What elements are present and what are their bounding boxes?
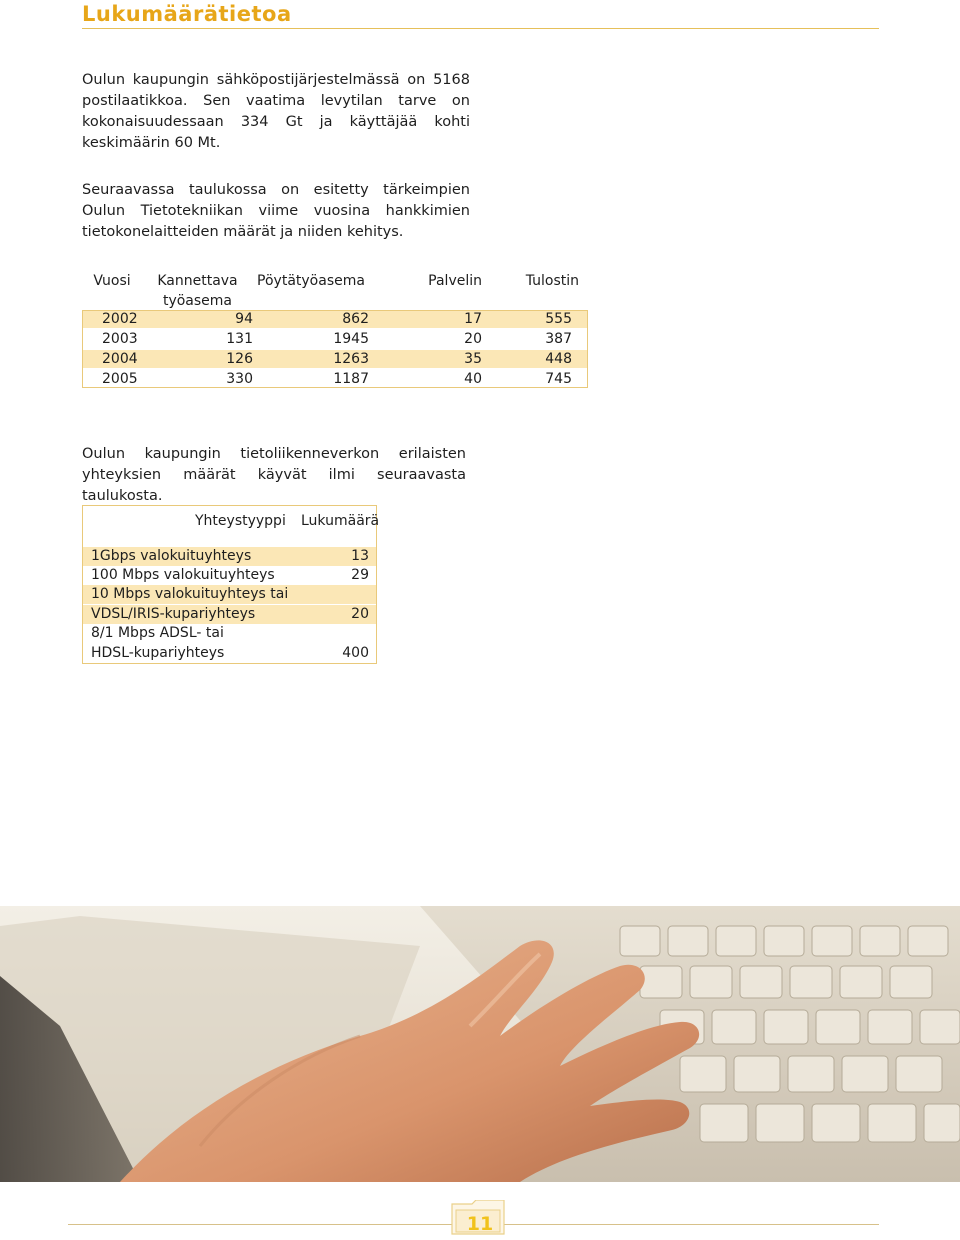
connections-table xyxy=(82,505,380,664)
cell-year: 2005 xyxy=(102,371,138,387)
page-number-badge xyxy=(450,1200,506,1236)
table-row xyxy=(83,585,376,604)
col-header-year: Vuosi xyxy=(93,273,131,289)
connections-intro-paragraph: Oulun kaupungin tietoliikenneverkon erilaisten yhteyksien määrät käyvät ilmi seuraavasta taulukosta. xyxy=(82,446,466,504)
cell-server: 20 xyxy=(464,331,482,347)
top-divider xyxy=(82,28,879,29)
photo-illustration xyxy=(0,906,960,1182)
connection-label: VDSL/IRIS-kupariyhteys xyxy=(91,606,256,622)
cell-printer: 448 xyxy=(545,351,572,367)
devices-table xyxy=(82,268,588,390)
connection-label: 100 Mbps valokuituyhteys xyxy=(91,567,275,583)
intro-paragraph: Oulun kaupungin sähköpostijärjestelmässä on 5168 postilaatikkoa. Sen vaatima levytilan tarve on kokonaisuudessaan 334 Gt ja käyttäjää kohti keskimäärin 60 Mt. xyxy=(82,72,470,151)
cell-desktop: 1187 xyxy=(333,371,369,387)
col-header-laptop: Kannettava työasema xyxy=(157,273,238,309)
cell-laptop: 94 xyxy=(235,311,253,327)
cell-laptop: 131 xyxy=(226,331,253,347)
cell-server: 17 xyxy=(464,311,482,327)
cell-desktop: 862 xyxy=(342,311,369,327)
col-header-desktop: Pöytätyöasema xyxy=(257,273,365,289)
devices-intro-paragraph: Seuraavassa taulukossa on esitetty tärkeimpien Oulun Tietotekniikan viime vuosina hankkimien tietokonelaitteiden määrät ja niiden kehitys. xyxy=(82,182,470,240)
table-row xyxy=(83,547,376,566)
connection-count: 400 xyxy=(342,645,369,661)
col-header-printer: Tulostin xyxy=(525,273,579,289)
cell-server: 35 xyxy=(464,351,482,367)
col-header-count: Lukumäärä xyxy=(301,513,380,529)
hands-on-keyboard-photo xyxy=(0,906,960,1182)
page-number: 11 xyxy=(466,1213,494,1235)
table-row xyxy=(83,644,376,663)
table-row xyxy=(82,370,588,388)
connection-label: 1Gbps valokuituyhteys xyxy=(91,548,252,564)
cell-printer: 387 xyxy=(545,331,572,347)
cell-year: 2004 xyxy=(102,351,138,367)
cell-year: 2002 xyxy=(102,311,138,327)
table-row xyxy=(83,605,376,624)
connection-count: 13 xyxy=(351,548,369,564)
cell-printer: 745 xyxy=(545,371,572,387)
cell-desktop: 1945 xyxy=(333,331,369,347)
connection-label: 10 Mbps valokuituyhteys tai xyxy=(91,586,289,602)
connection-label: HDSL-kupariyhteys xyxy=(91,645,225,661)
table-row xyxy=(82,330,588,348)
connection-count: 29 xyxy=(351,567,369,583)
table-row xyxy=(82,310,588,328)
cell-laptop: 126 xyxy=(226,351,253,367)
connection-count: 20 xyxy=(351,606,369,622)
page-heading: Lukumäärätietoa xyxy=(82,2,292,26)
table-row xyxy=(83,566,376,585)
table-row xyxy=(82,350,588,368)
cell-laptop: 330 xyxy=(226,371,253,387)
col-header-connection-type: Yhteystyyppi xyxy=(195,513,286,529)
col-header-server: Palvelin xyxy=(428,273,482,289)
connection-label: 8/1 Mbps ADSL- tai xyxy=(91,625,224,641)
cell-printer: 555 xyxy=(545,311,572,327)
cell-desktop: 1263 xyxy=(333,351,369,367)
cell-year: 2003 xyxy=(102,331,138,347)
devices-table-header xyxy=(82,268,588,310)
table-row xyxy=(83,624,376,643)
cell-server: 40 xyxy=(464,371,482,387)
